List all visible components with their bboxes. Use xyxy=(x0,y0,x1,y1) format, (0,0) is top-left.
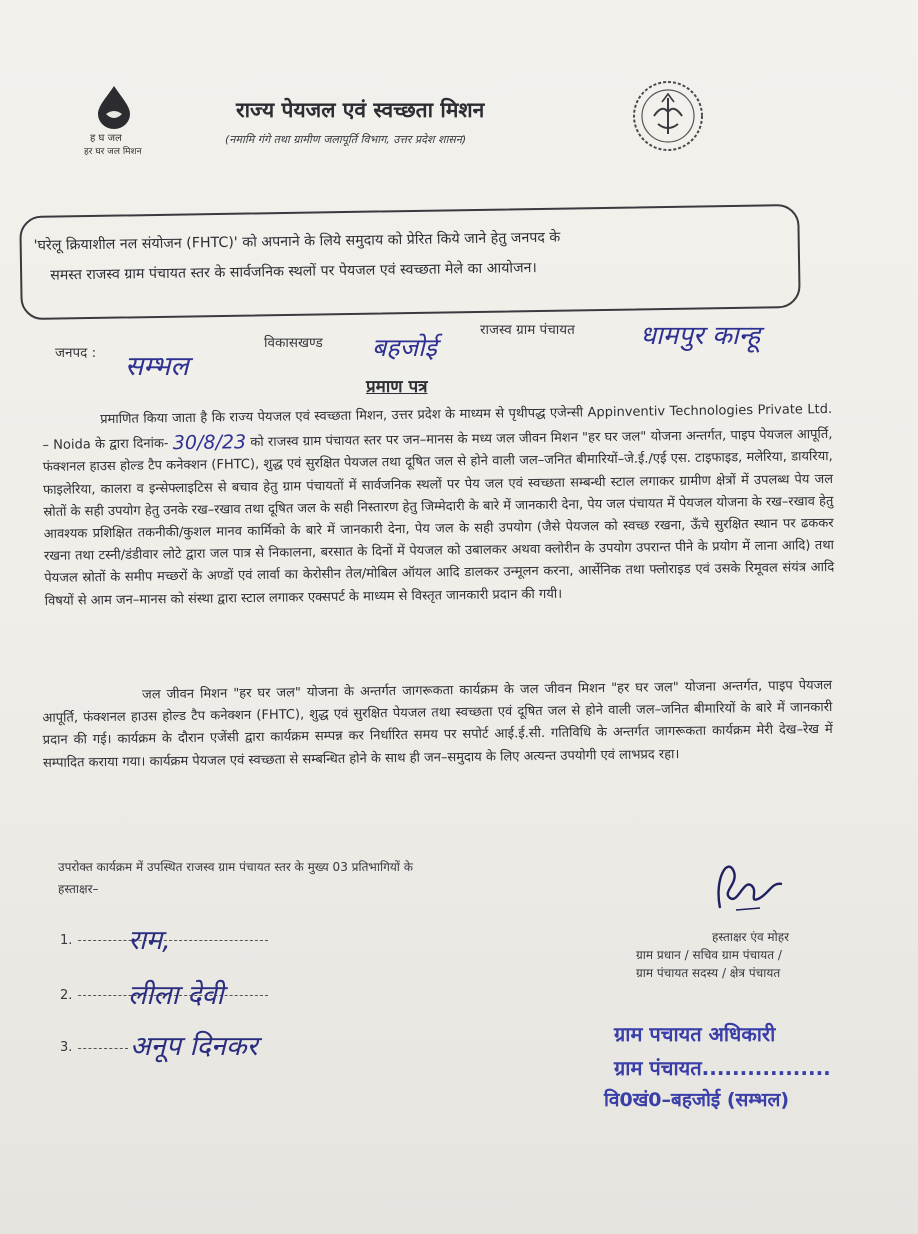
block-label: विकासखण्ड xyxy=(264,335,323,351)
stamp-line-2: ग्राम पंचायत................. xyxy=(614,1056,831,1080)
district-label: जनपद : xyxy=(55,345,97,361)
logo-text-2: हर घर जल मिशन xyxy=(84,147,142,157)
rep-2-name: लीला देवी xyxy=(128,980,224,1011)
paragraph-1-part-1: प्रमाणित किया जाता है कि राज्य पेयजल एवं स्वच्छता मिशन, उत्तर प्रदेश के माध्यम से पृथीपद्ध एजेन्सी Appinventiv Technologies Private Ltd. – Noida के द्वारा दिनांक- xyxy=(42,401,833,454)
paragraph-2-text: जल जीवन मिशन "हर घर जल" योजना के अन्तर्गत जागरूकता कार्यक्रम के जल जीवन मिशन "हर घर जल" योजना अन्तर्गत, पाइप पेयजल आपूर्ति, फंक्शनल हाउस होल्ड टैप कनेक्शन (FHTC), शुद्ध एवं सुरक्षित पेयजल तथा स्वच्छता एवं दूषित जल से होने वाली जल–जनित बीमारियों के बारे में जानकारी प्रदान की गई। कार्यक्रम के दौरान एजेंसी द्वारा कार्यक्रम सम्पन्न कर निर्धारित समय पर सपोर्ट आई.ई.सी. गतिविधि के अन्तर्गत जागरूकता कार्यक्रम मेरी देख–रेख में सम्पादित कराया गया। कार्यक्रम पेयजल एवं स्वच्छता से सम्बन्धित होने के साथ ही जन–समुदाय के लिए अत्यन्त उपयोगी एवं लाभप्रद रहा। xyxy=(42,677,833,771)
stamp-line-3: वि0खं0–बहजोई (सम्भल) xyxy=(604,1089,790,1111)
certificate-paragraph-2 xyxy=(42,675,833,775)
stamp-line-1: ग्राम पचायत अधिकारी xyxy=(614,1022,776,1046)
official-designation-2: ग्राम पंचायत सदस्य / क्षेत्र पंचायत xyxy=(636,966,781,980)
water-drop-icon xyxy=(94,84,134,130)
official-caption: हस्ताक्षर एंव मोहर xyxy=(712,930,790,944)
rep-3-number: 3. xyxy=(60,1040,73,1055)
event-banner xyxy=(19,204,801,320)
official-signature-icon xyxy=(700,848,800,928)
certificate-paragraph-1 xyxy=(42,399,835,613)
event-date: 30/8/23 xyxy=(172,431,247,455)
panchayat-label: राजस्व ग्राम पंचायत xyxy=(480,322,575,338)
rep-1-name: राम, xyxy=(128,925,171,956)
panchayat-value: धामपुर कान्हू xyxy=(640,321,761,351)
district-value: सम्भल xyxy=(125,351,189,382)
mission-title: राज्य पेयजल एवं स्वच्छता मिशन xyxy=(236,98,485,122)
rep-3-name: अनूप दिनकर xyxy=(130,1031,258,1062)
banner-line-2: समस्त राजस्व ग्राम पंचायत स्तर के सार्वजनिक स्थलों पर पेयजल एवं स्वच्छता मेले का आयोजन। xyxy=(50,260,537,284)
official-designation-1: ग्राम प्रधान / सचिव ग्राम पंचायत / xyxy=(636,948,782,962)
rep-1-number: 1. xyxy=(60,933,73,948)
up-government-emblem-icon xyxy=(628,76,708,156)
signatures-intro-2: हस्ताक्षर– xyxy=(58,882,99,896)
rep-2-number: 2. xyxy=(60,988,73,1003)
block-value: बहजोई xyxy=(372,333,437,362)
certificate-title: प्रमाण पत्र xyxy=(366,377,428,397)
logo-text-1: ह घ जल xyxy=(90,133,122,144)
har-ghar-jal-logo xyxy=(82,84,152,164)
rep-1-line xyxy=(78,940,268,941)
signatures-intro: उपरोक्त कार्यक्रम में उपस्थित राजस्व ग्राम पंचायत स्तर के मुख्य 03 प्रतिभागियों के xyxy=(58,860,413,874)
paragraph-1-part-2: को राजस्व ग्राम पंचायत स्तर पर जन–मानस के मध्य जल जीवन मिशन "हर घर जल" योजना अन्तर्गत, पाइप पेयजल आपूर्ति, फंक्शनल हाउस होल्ड टैप कनेक्शन (FHTC), शुद्ध एवं सुरक्षित पेयजल तथा दूषित जल से होने वाली जल–जनित बीमारियों–जे.ई./एई एस. टाइफाइड, मलेरिया, डायरिया, फाइलेरिया, कालरा व इन्सेफ्लाइटिस से बचाव हेतु ग्राम पंचायतों में सार्वजनिक स्थलों पर पेय जल एवं स्वच्छता सम्बन्धी स्टाल लगाकर ग्रामीण क्षेत्रों में उपलब्ध पेय जल स्रोतों के सही उपयोग हेतु उनके रख–रखाव तथा दूषित जल के सही निस्तारण हेतु जिम्मेदारी के बारे में जानकारी देना, पेय जल पंचायत में पेयजल योजना के रख–रखाव हेतु आवश्यक प्रशिक्षित तकनीकी/कुशल मानव कार्मिको के बारे में जानकारी देना, पेय जल के सही उपयोग (जैसे पेयजल को स्वच्छ रखना, ऊँचे सुरक्षित स्थान पर ढककर रखना तथा टस्नी/डंडीवार लोटे द्वारा जल पात्र से निकालना, बरसात के दिनों में पेयजल को उबालकर अथवा क्लोरीन के उपयोग उपरान्त पीने के प्रयोग में लाना आदि) तथा पेयजल स्रोतों के समीप मच्छरों के अण्डों एवं लार्वा का केरोसीन तेल/मोबिल ऑयल आदि डालकर उन्मूलन करना, आर्सेनिक तथा फ्लोराइड एवं उसके रिमूवल संयंत्र आदि विषयों से आम जन–मानस को संस्था द्वारा स्टाल लगाकर एक्सपर्ट के माध्यम से विस्तृत जानकारी प्रदान की गयी। xyxy=(42,427,835,609)
banner-line-1: 'घरेलू क्रियाशील नल संयोजन (FHTC)' को अपनाने के लिये समुदाय को प्रेरित किये जाने हेतु जनपद के xyxy=(33,229,561,254)
rep-3-line xyxy=(78,1048,128,1049)
mission-subtitle: (नमामि गंगे तथा ग्रामीण जलापूर्ति विभाग, उत्तर प्रदेश शासन) xyxy=(225,133,467,146)
